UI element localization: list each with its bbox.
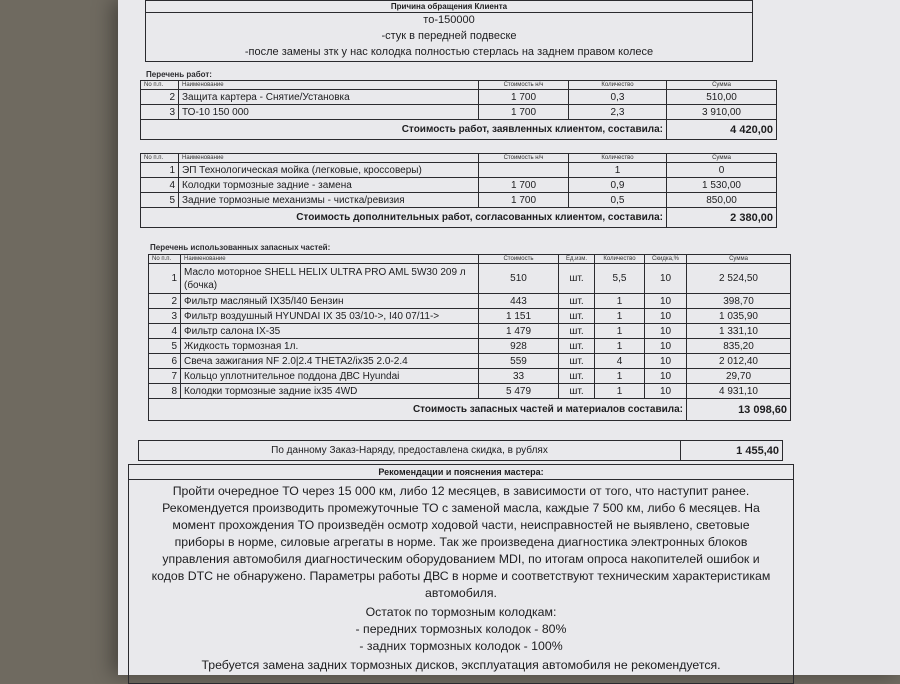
row-discount: 10 [645,339,687,354]
row-price: 443 [479,294,559,309]
row-number: 2 [141,90,179,105]
header-cell: Количество [595,255,645,264]
row-name: ТО-10 150 000 [179,105,479,120]
row-unit: шт. [559,309,595,324]
recommendation-line: Требуется замена задних тормозных дисков, эксплуатация автомобиля не рекомендуется. [201,658,721,672]
header-cell: Стоимость н/ч [479,154,569,163]
row-name: Свеча зажигания NF 2.0|2.4 THETA2/ix35 2.0-2.4 [181,354,479,369]
recommendation-line: автомобиля. [425,586,497,600]
row-name: Фильтр масляный IX35/I40 Бензин [181,294,479,309]
row-sum: 850,00 [667,193,777,208]
recommendation-line: управления автомобиля диагностическим оборудованием MDI, по итогам опроса накопителей ошибок и [162,552,760,566]
row-number: 3 [141,105,179,120]
row-sum: 3 910,00 [667,105,777,120]
header-cell: Сумма [667,154,777,163]
row-price: 510 [479,264,559,294]
recommendation-line: Пройти очередное ТО через 15 000 км, либо 12 месяцев, в зависимости от того, что наступит ранее. [172,484,750,498]
row-qty: 2,3 [569,105,667,120]
row-name: Кольцо уплотнительное поддона ДВС Hyundai [181,369,479,384]
recommendation-line: - задних тормозных колодок - 100% [359,639,563,653]
table-header-row [149,255,791,264]
header-cell: No п.п. [149,255,181,264]
row-name: Жидкость тормозная 1л. [181,339,479,354]
header-cell: Сумма [687,255,791,264]
recommendations-box [128,464,794,684]
row-number: 8 [149,384,181,399]
header-cell: Наименование [181,255,479,264]
row-number: 3 [149,309,181,324]
header-cell: Ед.изм. [559,255,595,264]
row-sum: 2 524,50 [687,264,791,294]
row-qty: 4 [595,354,645,369]
client-request-line: то-150000 [423,14,475,26]
header-cell: Наименование [179,154,479,163]
table-row [149,384,791,399]
header-cell: Сумма [667,81,777,90]
recommendation-line: - передних тормозных колодок - 80% [355,622,567,636]
table-header-row [141,81,777,90]
recommendations-title: Рекомендации и пояснения мастера: [129,465,793,480]
works-total-label: Стоимость работ, заявленных клиентом, составила: [141,120,667,140]
parts-total-row [149,399,791,421]
client-request-box [145,0,753,62]
table-header-row [141,154,777,163]
works-total-row [141,120,777,140]
row-number: 4 [149,324,181,339]
row-name-line: Масло моторное SHELL HELIX ULTRA PRO AML 5W30 209 л [184,266,466,278]
row-sum: 1 530,00 [667,178,777,193]
additional-works-table [140,153,777,228]
additional-works-total-label: Стоимость дополнительных работ, согласованных клиентом, составила: [141,208,667,228]
client-request-line: -после замены зтк у нас колодка полностью стерлась на заднем правом колесе [244,46,654,58]
recommendation-line: кодов DTC не обнаружено. Параметры работы ДВС в норме и соответствуют техническим характеристикам [151,569,771,583]
row-name: Защита картера - Снятие/Установка [179,90,479,105]
recommendation-line: момент прохождения ТО произведён осмотр ходовой части, неисправностей не выявлено, световые [172,518,750,532]
row-price: 1 700 [479,105,569,120]
recommendation-line: приборы в норме, силовые агрегаты в норме. Так же произведена диагностика электронных блоков [174,535,748,549]
discount-label: По данному Заказ-Наряду, предоставлена скидка, в рублях [139,441,681,461]
row-discount: 10 [645,294,687,309]
row-unit: шт. [559,339,595,354]
table-row [141,90,777,105]
recommendation-line: Остаток по тормозным колодкам: [365,605,557,619]
row-discount: 10 [645,324,687,339]
row-unit: шт. [559,384,595,399]
row-unit: шт. [559,354,595,369]
parts-table [148,254,791,421]
header-cell: No п.п. [141,154,179,163]
header-cell: Количество [569,154,667,163]
table-row [149,294,791,309]
row-name [181,264,479,294]
table-row [141,105,777,120]
row-price: 1 700 [479,193,569,208]
row-sum: 0 [667,163,777,178]
row-discount: 10 [645,309,687,324]
header-cell: No п.п. [141,81,179,90]
row-sum: 29,70 [687,369,791,384]
row-sum: 1 035,90 [687,309,791,324]
row-unit: шт. [559,264,595,294]
row-name: Колодки тормозные задние - замена [179,178,479,193]
table-row [149,369,791,384]
row-discount: 10 [645,354,687,369]
client-request-title: Причина обращения Клиента [146,1,752,13]
row-name: Фильтр салона IX-35 [181,324,479,339]
row-qty: 1 [569,163,667,178]
header-cell: Количество [569,81,667,90]
row-qty: 1 [595,384,645,399]
row-qty: 5,5 [595,264,645,294]
row-name: ЭП Технологическая мойка (легковые, кроссоверы) [179,163,479,178]
row-unit: шт. [559,369,595,384]
row-sum: 510,00 [667,90,777,105]
parts-total-value: 13 098,60 [687,399,791,421]
table-row [141,163,777,178]
row-discount: 10 [645,264,687,294]
row-name: Фильтр воздушный HYUNDAI IX 35 03/10->, I40 07/11-> [181,309,479,324]
table-row [141,178,777,193]
row-price: 1 700 [479,178,569,193]
table-row [149,264,791,294]
row-number: 2 [149,294,181,309]
header-cell: Стоимость [479,255,559,264]
discount-table [138,440,783,461]
works-title: Перечень работ: [146,70,212,79]
row-qty: 1 [595,369,645,384]
table-row [149,354,791,369]
row-sum: 835,20 [687,339,791,354]
table-row [141,193,777,208]
works-table [140,80,777,140]
row-number: 6 [149,354,181,369]
additional-works-total-row [141,208,777,228]
row-qty: 1 [595,309,645,324]
work-order-sheet [118,0,900,675]
row-number: 1 [141,163,179,178]
row-number: 1 [149,264,181,294]
row-discount: 10 [645,384,687,399]
row-number: 4 [141,178,179,193]
table-row [149,309,791,324]
parts-title: Перечень использованных запасных частей: [150,243,331,252]
works-total-value: 4 420,00 [667,120,777,140]
row-number: 7 [149,369,181,384]
row-price: 5 479 [479,384,559,399]
row-qty: 1 [595,294,645,309]
discount-row [139,441,783,461]
row-price: 1 700 [479,90,569,105]
discount-value: 1 455,40 [681,441,783,461]
table-row [149,339,791,354]
row-sum: 398,70 [687,294,791,309]
row-qty: 1 [595,339,645,354]
row-discount: 10 [645,369,687,384]
row-name: Задние тормозные механизмы - чистка/ревизия [179,193,479,208]
additional-works-total-value: 2 380,00 [667,208,777,228]
header-cell: Наименование [179,81,479,90]
row-qty: 1 [595,324,645,339]
row-name-line: (бочка) [184,279,218,291]
row-qty: 0,9 [569,178,667,193]
row-sum: 4 931,10 [687,384,791,399]
row-price: 559 [479,354,559,369]
row-sum: 1 331,10 [687,324,791,339]
row-price [479,163,569,178]
row-number: 5 [149,339,181,354]
row-price: 1 151 [479,309,559,324]
row-unit: шт. [559,324,595,339]
row-price: 928 [479,339,559,354]
row-sum: 2 012,40 [687,354,791,369]
table-row [149,324,791,339]
row-price: 33 [479,369,559,384]
row-price: 1 479 [479,324,559,339]
header-cell: Скидка,% [645,255,687,264]
row-number: 5 [141,193,179,208]
parts-total-label: Стоимость запасных частей и материалов составила: [149,399,687,421]
recommendation-line: Рекомендуется производить промежуточные ТО с заменой масла, каждые 7 500 км, либо 6 месяцев. На [162,501,760,515]
row-name: Колодки тормозные задние ix35 4WD [181,384,479,399]
row-qty: 0,3 [569,90,667,105]
row-unit: шт. [559,294,595,309]
row-qty: 0,5 [569,193,667,208]
client-request-line: -стук в передней подвеске [381,30,517,42]
header-cell: Стоимость н/ч [479,81,569,90]
